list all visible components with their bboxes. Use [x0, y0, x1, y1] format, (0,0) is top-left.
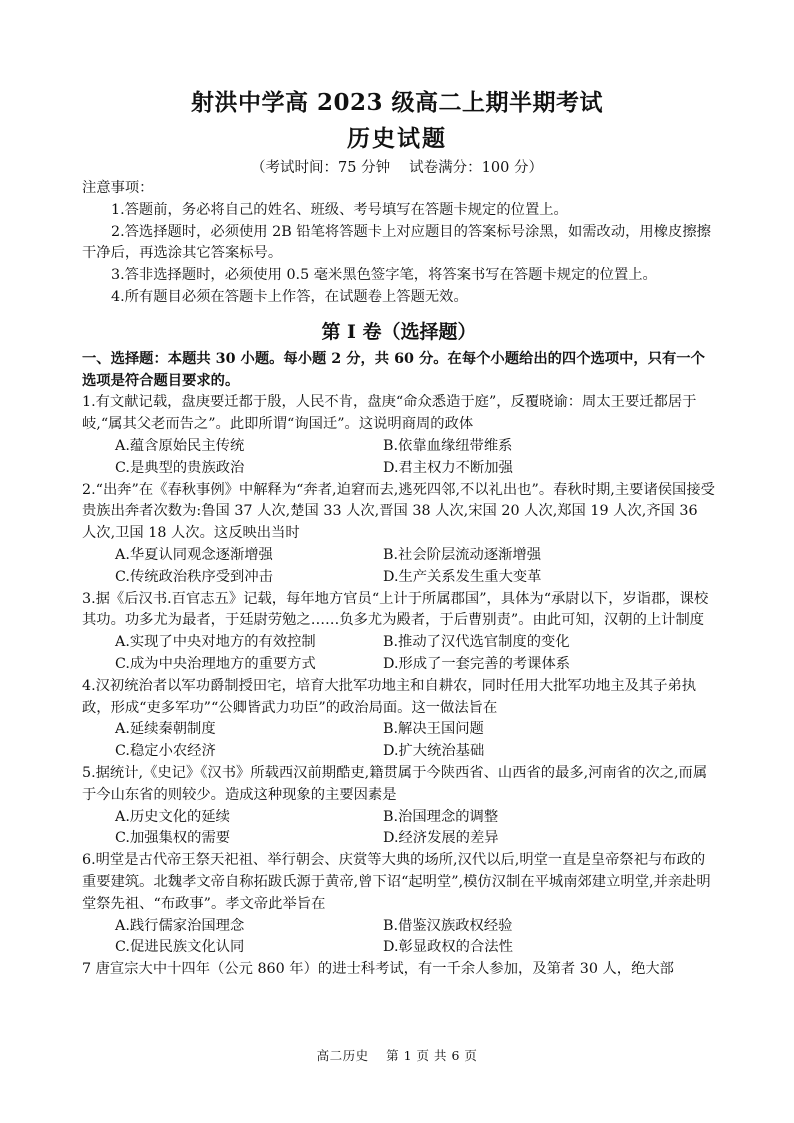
question-stem: 7 唐宣宗大中十四年（公元 860 年）的进士科考试，有一千余人参加，及第者 30 人，绝大部: [82, 961, 674, 978]
page-footer: 高二历史 第 1 页 共 6 页: [316, 1048, 478, 1063]
option-b: B.解决王国问题: [383, 721, 484, 738]
section-instruction: 一、选择题：本题共 30 小题。每小题 2 分，共 60 分。在每个小题给出的四个选项中，只有一个选项是符合题目要求的。: [82, 350, 705, 389]
note-item: 2.答选择题时，必须使用 2B 铅笔将答题卡上对应题目的答案标号涂黑，如需改动，用橡皮擦擦干净后，再选涂其它答案标号。: [82, 223, 711, 262]
exam-info: （考试时间：75 分钟 试卷满分：100 分）: [251, 160, 543, 176]
option-a: A.蕴含原始民主传统: [115, 437, 245, 454]
option-d: D.君主权力不断加强: [383, 459, 513, 476]
option-a: A.践行儒家治国理念: [115, 917, 245, 934]
option-c: C.成为中央治理地方的重要方式: [115, 655, 316, 672]
option-b: B.依靠血缘纽带维系: [383, 437, 513, 454]
option-d: D.扩大统治基础: [383, 743, 485, 760]
option-d: D.经济发展的差异: [383, 830, 499, 847]
option-d: D.彰显政权的合法性: [383, 939, 513, 956]
option-row: [82, 719, 716, 741]
option-a: A.华夏认同观念逐渐增强: [115, 546, 273, 563]
option-row: [82, 807, 716, 829]
option-b: B.社会阶层流动逐渐增强: [383, 546, 542, 563]
option-a: A.历史文化的延续: [115, 808, 230, 825]
question-stem: 1.有文献记载，盘庚要迁都于殷，人民不肯，盘庚“命众悉造于庭”，反覆晓谕：周太王要迁都居于岐,“属其父老而告之”。此即所谓“询国迁”。这说明商周的政体: [82, 394, 697, 433]
option-row: [82, 458, 716, 480]
option-c: C.传统政治秩序受到冲击: [115, 568, 273, 585]
option-b: B.推动了汉代选官制度的变化: [383, 634, 570, 651]
option-row: [82, 632, 716, 654]
option-d: D.生产关系发生重大变革: [383, 568, 542, 585]
subject-title: 历史试题: [347, 125, 447, 152]
option-row: [82, 916, 716, 938]
note-item: 3.答非选择题时，必须使用 0.5 毫米黑色签字笔，将答案书写在答题卡规定的位置上。: [111, 267, 657, 284]
option-d: D.形成了一套完善的考课体系: [383, 655, 571, 672]
exam-body: [82, 178, 716, 981]
option-row: [82, 741, 716, 763]
notes-heading: 注意事项：: [82, 180, 154, 196]
option-b: B.借鉴汉族政权经验: [383, 917, 513, 934]
option-c: C.促进民族文化认同: [115, 939, 245, 956]
option-a: A.延续秦朝制度: [115, 721, 216, 738]
note-item: 4.所有题目必须在答题卡上作答，在试题卷上答题无效。: [111, 288, 468, 305]
note-item: 1.答题前，务必将自己的姓名、班级、考号填写在答题卡规定的位置上。: [111, 201, 568, 218]
option-b: B.治国理念的调整: [383, 808, 499, 825]
option-row: [82, 567, 716, 589]
question-stem: 2.“出奔”在《春秋事例》中解释为“奔者,迫窘而去,逃死四邻,不以礼出也”。春秋时期,主要诸侯国接受贵族出奔者次数为:鲁国 37 人次,楚国 33 人次,晋国 38 人次,宋国 20 人次,郑国 19 人次,齐国 36 人次,卫国 18 人次。这反映出当时: [82, 481, 715, 542]
option-c: C.加强集权的需要: [115, 830, 231, 847]
option-c: C.稳定小农经济: [115, 743, 216, 760]
question-stem: 6.明堂是古代帝王祭天祀祖、举行朝会、庆赏等大典的场所,汉代以后,明堂一直是皇帝祭祀与布政的重要建筑。北魏孝文帝自称拓跋氏源于黄帝,曾下诏“起明堂”,模仿汉制在平城南郊建立明堂,并亲赴明堂祭先祖、“布政事”。孝文帝此举旨在: [82, 852, 711, 912]
option-row: [82, 828, 716, 850]
option-a: A.实现了中央对地方的有效控制: [115, 634, 316, 651]
option-row: [82, 937, 716, 959]
option-row: [82, 436, 716, 458]
question-stem: 3.据《后汉书.百官志五》记载，每年地方官员“上计于所属郡国”，具体为“承尉以下，岁诣郡，课校其功。功多尤为最者，于廷尉劳勉之……负多尤为殿者，于后曹别责”。由此可知，汉朝的上计制度: [82, 590, 709, 629]
question-stem: 5.据统计,《史记》《汉书》所载西汉前期酷吏,籍贯属于今陕西省、山西省的最多,河南省的次之,而属于今山东省的则较少。造成这种现象的主要因素是: [82, 764, 708, 803]
option-row: [82, 654, 716, 676]
exam-title: 射洪中学高 2023 级高二上期半期考试: [190, 89, 604, 116]
question-stem: 4.汉初统治者以军功爵制授田宅，培育大批军功地主和自耕农，同时任用大批军功地主及其子弟执政，形成“吏多军功”“公卿皆武力功臣”的政治局面。这一做法旨在: [82, 677, 697, 716]
option-row: [82, 545, 716, 567]
section-title: 第 I 卷（选择题）: [321, 320, 477, 343]
option-c: C.是典型的贵族政治: [115, 459, 245, 476]
